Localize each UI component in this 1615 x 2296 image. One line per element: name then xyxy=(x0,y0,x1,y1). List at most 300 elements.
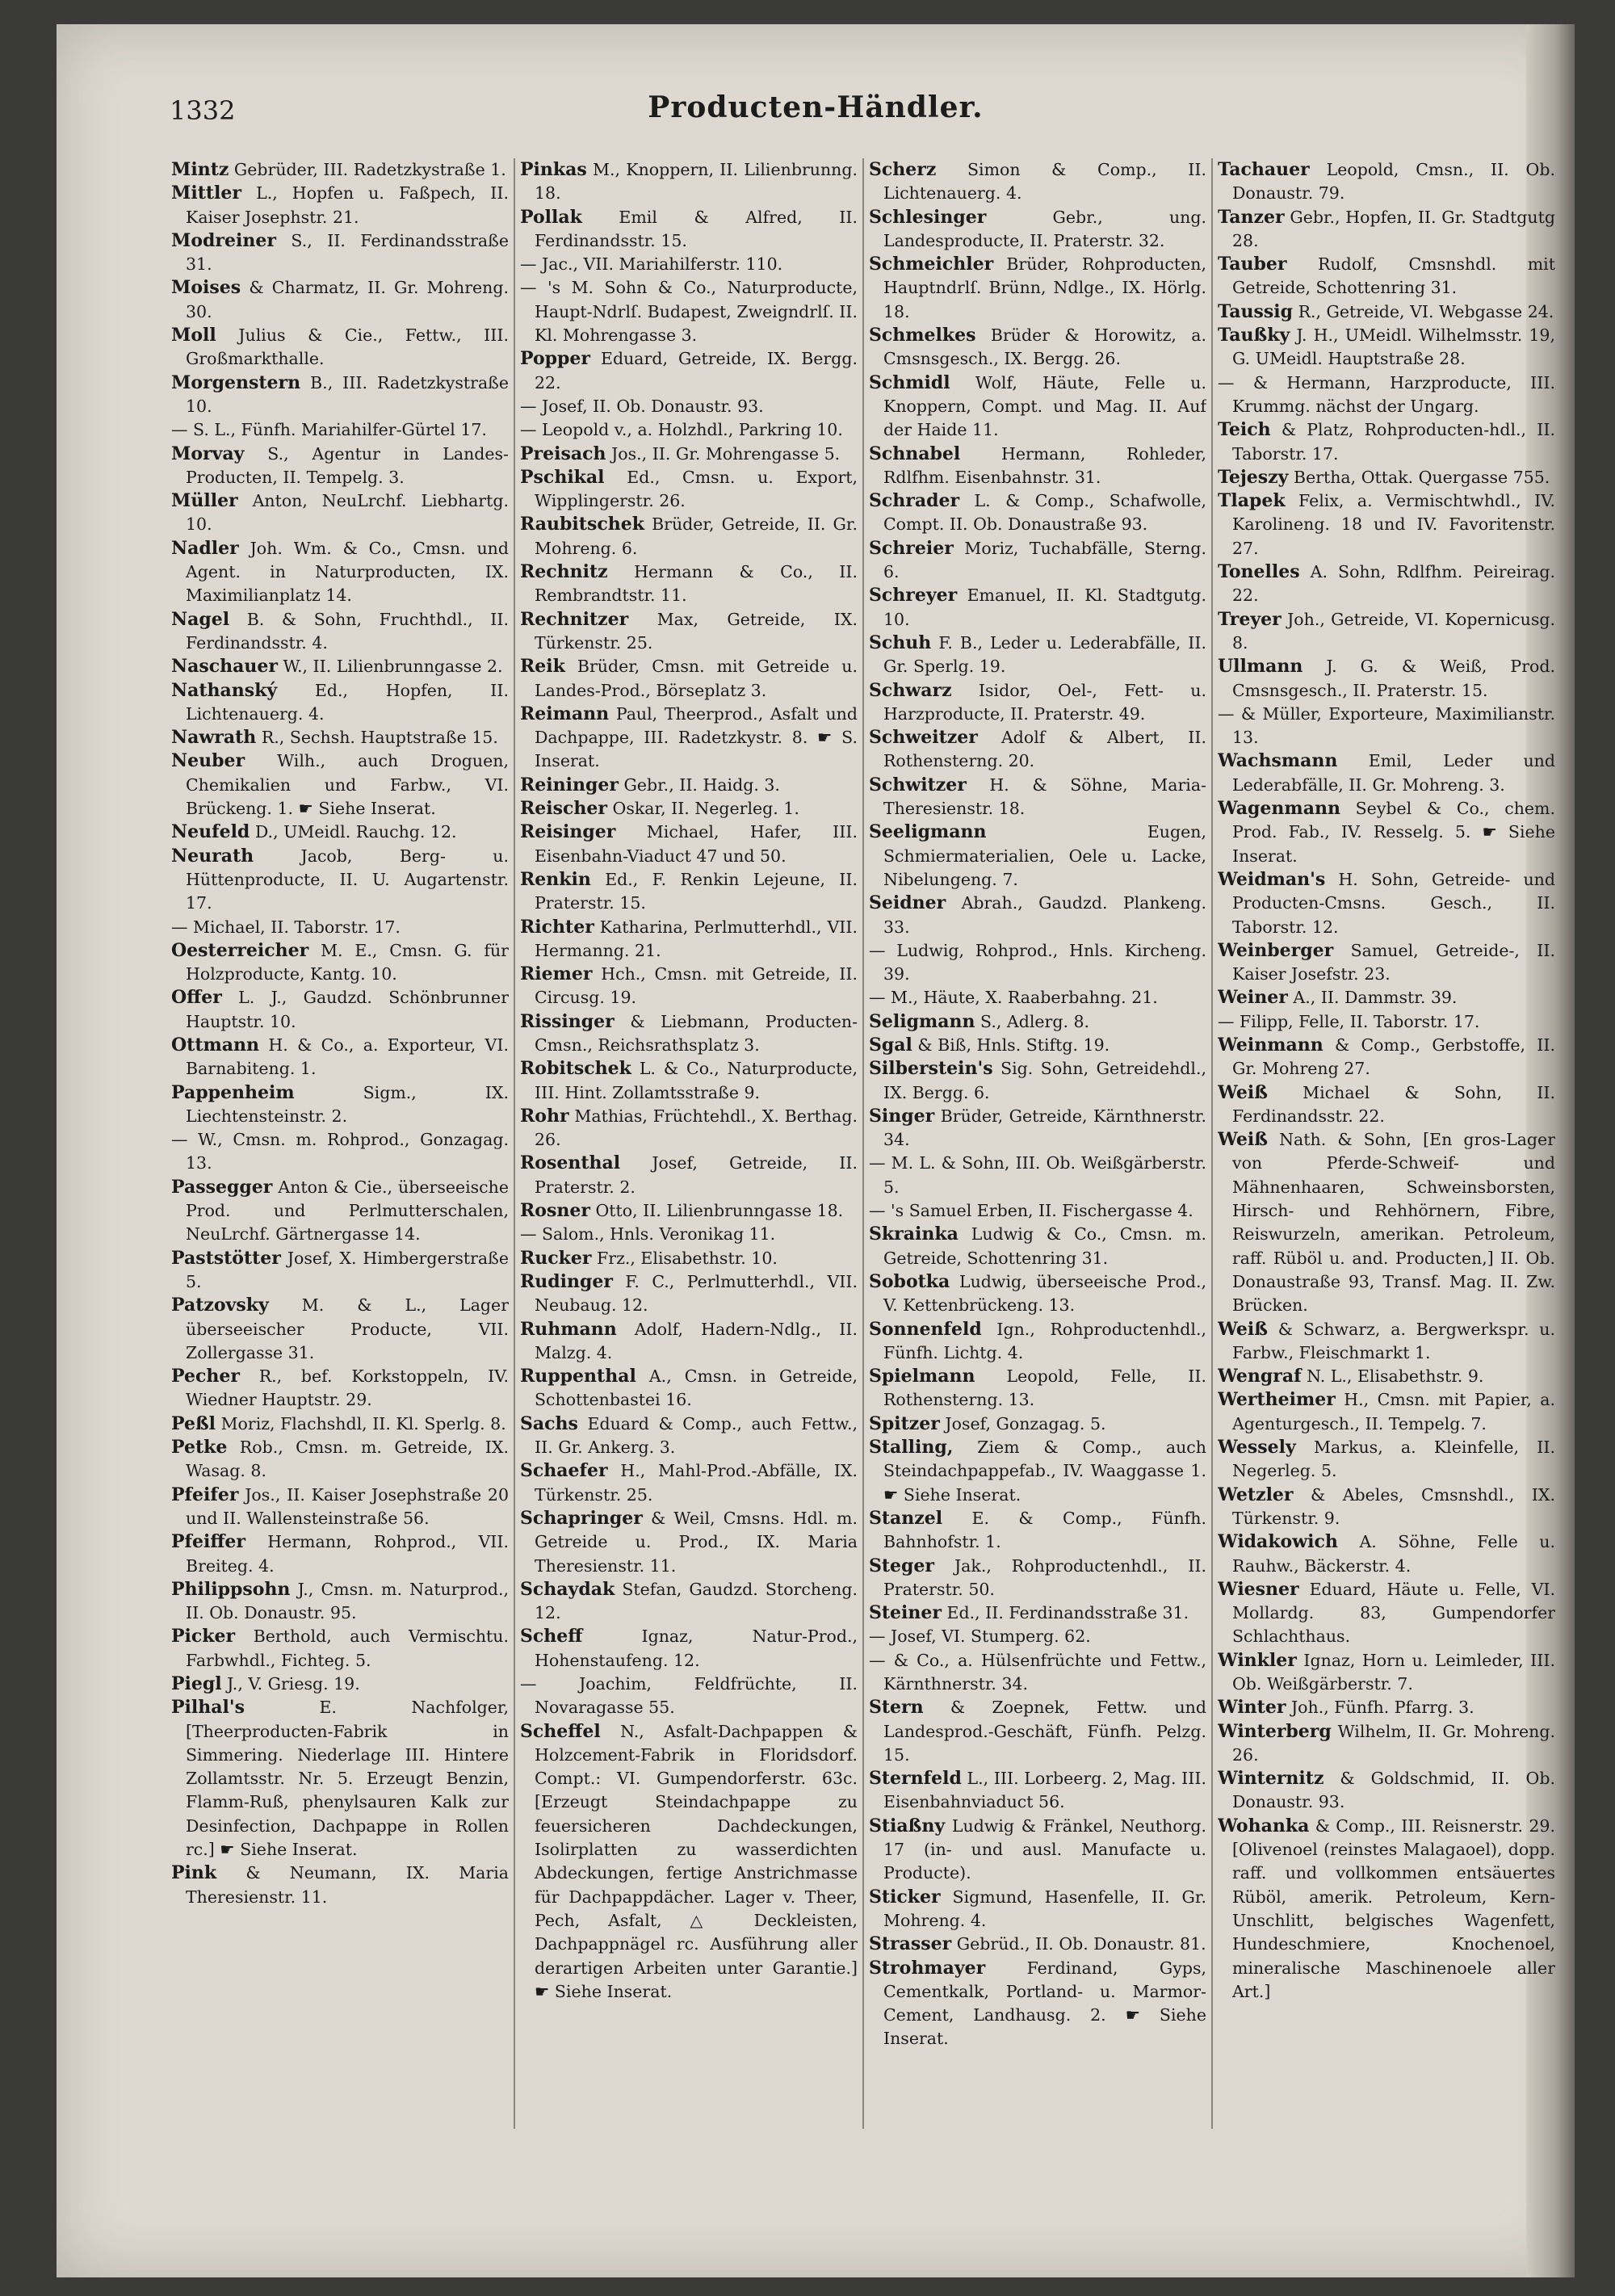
entry-name: Rohr xyxy=(520,1105,569,1127)
entry-name: Seidner xyxy=(869,892,946,914)
directory-entry xyxy=(520,1412,858,1460)
entry-name: Silberstein's xyxy=(869,1058,993,1080)
entry-name: Steiner xyxy=(869,1602,942,1624)
entry-name: Mintz xyxy=(171,159,229,180)
entry-details: — Josef, VI. Stumperg. 62. xyxy=(869,1627,1091,1647)
directory-entry xyxy=(520,276,858,347)
entry-name: Preisach xyxy=(520,443,606,464)
entry-details: Leopold, Felle, II. Rothensterng. 13. xyxy=(883,1366,1206,1410)
directory-entry xyxy=(171,443,509,490)
directory-entry xyxy=(1218,371,1555,419)
entry-details: Anton, NeuLrchf. Liebhartg. 10. xyxy=(186,491,509,535)
entry-name: Passegger xyxy=(171,1176,273,1198)
entry-details: Jos., II. Kaiser Josephstraße 20 und II. Wallensteinstraße 56. xyxy=(186,1484,509,1528)
directory-entry xyxy=(171,1247,509,1295)
entry-name: Tlapek xyxy=(1218,490,1286,512)
entry-details: F. B., Leder u. Lederabfälle, II. Gr. Sperlg. 19. xyxy=(883,632,1206,677)
entry-details: Max, Getreide, IX. Türkenstr. 25. xyxy=(535,609,858,653)
entry-name: Nathanský xyxy=(171,679,278,701)
entry-details: J. G. & Weiß, Prod. Cmsnsgesch., II. Praterstr. 15. xyxy=(1232,657,1555,700)
directory-entry xyxy=(171,158,509,182)
entry-details: Ed., Cmsn. u. Export, Wipplingerstr. 26. xyxy=(535,467,858,511)
directory-entry xyxy=(520,1365,858,1412)
entry-details: Brüder, Cmsn. mit Getreide u. Landes-Prod., Börseplatz 3. xyxy=(535,657,858,700)
entry-details: Brüder, Getreide, II. Gr. Mohreng. 6. xyxy=(535,514,858,558)
entry-details: — Jac., VII. Mariahilferstr. 110. xyxy=(520,254,783,275)
directory-entry xyxy=(869,1886,1206,1933)
entry-details: Josef, X. Himbergerstraße 5. xyxy=(186,1248,509,1291)
directory-entry xyxy=(520,1199,858,1223)
entry-details: Ziem & Comp., auch Steindachpappefab., IV. Waaggasse 1. ☛ Siehe Inserat. xyxy=(883,1438,1206,1505)
entry-name: Mittler xyxy=(171,183,241,204)
entry-details: R., Sechsh. Hauptstraße 15. xyxy=(261,728,498,748)
entry-name: Schwitzer xyxy=(869,774,967,795)
entry-name: Schrader xyxy=(869,490,960,512)
entry-details: B., III. Radetzkystraße 10. xyxy=(186,372,509,416)
entry-details: Ludwig, überseeische Prod., V. Kettenbrückeng. 13. xyxy=(883,1271,1206,1316)
entry-name: Reischer xyxy=(520,798,608,820)
entry-details: M. & L., Lager überseeischer Producte, VII. Zollergasse 31. xyxy=(186,1295,509,1362)
entry-details: L., III. Lorbeerg. 2, Mag. III. Eisenbahnviaduct 56. xyxy=(883,1769,1206,1812)
entry-details: Josef, Getreide, II. Praterstr. 2. xyxy=(535,1153,858,1197)
directory-entry xyxy=(1218,324,1555,371)
entry-name: Winternitz xyxy=(1218,1768,1324,1790)
entry-name: Sgal xyxy=(869,1034,912,1056)
directory-entry xyxy=(1218,608,1555,656)
entry-name: Schapringer xyxy=(520,1507,643,1529)
entry-details: — S. L., Fünfh. Mariahilfer-Gürtel 17. xyxy=(171,420,487,440)
page-title: Producten-Händler. xyxy=(648,90,984,124)
directory-entry xyxy=(869,1625,1206,1648)
directory-entry xyxy=(1218,703,1555,750)
entry-name: Wertheimer xyxy=(1218,1389,1336,1411)
entry-details: Jacob, Berg- u. Hüttenproducte, II. U. Augartenstr. 17. xyxy=(186,846,509,913)
entry-details: — Leopold v., a. Holzhdl., Parkring 10. xyxy=(520,420,843,440)
entry-details: Ludwig & Co., Cmsn. m. Getreide, Schottenring 31. xyxy=(883,1224,1206,1268)
directory-entry xyxy=(1218,1128,1555,1317)
entry-details: Samuel, Getreide-, II. Kaiser Josefstr. 23. xyxy=(1232,940,1555,984)
entry-details: H., Mahl-Prod.-Abfälle, IX. Türkenstr. 25. xyxy=(535,1461,858,1505)
entry-details: Ed., F. Renkin Lejeune, II. Praterstr. 15. xyxy=(535,869,858,913)
directory-entry xyxy=(869,986,1206,1009)
directory-entry xyxy=(869,939,1206,987)
entry-name: Müller xyxy=(171,490,238,512)
entry-details: — & Müller, Exporteure, Maximilianstr. 13. xyxy=(1218,703,1555,748)
entry-name: Raubitschek xyxy=(520,514,644,535)
entry-details: — 's M. Sohn & Co., Naturproducte, Haupt-Ndrlſ. Budapest, Zweigndrlſ. II. Kl. Mohrengasse 3. xyxy=(520,278,858,346)
entry-details: Emanuel, II. Kl. Stadtgutg. 10. xyxy=(883,586,1206,629)
directory-entry xyxy=(1218,466,1555,489)
entry-name: Nawrath xyxy=(171,727,257,749)
entry-name: Pecher xyxy=(171,1366,240,1387)
directory-entry xyxy=(520,206,858,254)
directory-entry xyxy=(520,1247,858,1270)
directory-entry xyxy=(171,608,509,656)
entry-name: Reik xyxy=(520,656,565,678)
directory-entry xyxy=(520,655,858,703)
entry-details: Gebr., II. Haidg. 3. xyxy=(623,774,780,795)
entry-name: Schreier xyxy=(869,537,954,559)
entry-details: Ed., Hopfen, II. Lichtenauerg. 4. xyxy=(186,680,509,724)
entry-details: Wilhelm, II. Gr. Mohreng. 26. xyxy=(1232,1721,1555,1765)
directory-entry xyxy=(869,892,1206,939)
directory-entry xyxy=(520,1270,858,1318)
directory-entry xyxy=(171,821,509,844)
directory-entry xyxy=(1218,655,1555,703)
entry-details: Adolf, Hadern-Ndlg., II. Malzg. 4. xyxy=(535,1319,858,1362)
directory-entry xyxy=(1218,206,1555,254)
entry-details: J., Cmsn. m. Naturprod., II. Ob. Donaustr. 95. xyxy=(186,1579,509,1623)
entry-name: Scheff xyxy=(520,1626,583,1647)
column-1 xyxy=(171,158,509,2129)
directory-entry xyxy=(1218,560,1555,608)
directory-entry xyxy=(869,774,1206,821)
entry-details: S., II. Ferdinandsstraße 31. xyxy=(186,230,509,275)
entry-name: Winterberg xyxy=(1218,1720,1332,1742)
entry-details: Sig. Sohn, Getreidehdl., IX. Bergg. 6. xyxy=(883,1059,1206,1102)
directory-entry xyxy=(869,1601,1206,1625)
directory-entry xyxy=(520,608,858,656)
entry-name: Wagenmann xyxy=(1218,798,1340,820)
column-4 xyxy=(1218,158,1555,2129)
directory-entry xyxy=(1218,986,1555,1009)
entry-details: & Platz, Rohproducten-hdl., II. Taborstr. 17. xyxy=(1232,420,1555,464)
entry-name: Weinmann xyxy=(1218,1034,1323,1056)
directory-entry xyxy=(1218,1767,1555,1815)
entry-name: Tanzer xyxy=(1218,206,1285,228)
directory-entry xyxy=(171,1862,509,1909)
entry-details: H. & Söhne, Maria-Theresienstr. 18. xyxy=(883,774,1206,819)
directory-entry xyxy=(520,1057,858,1105)
directory-entry xyxy=(171,276,509,324)
entry-name: Weiß xyxy=(1218,1081,1268,1103)
entry-details: — Filipp, Felle, II. Taborstr. 17. xyxy=(1218,1011,1480,1031)
entry-details: Felix, a. Vermischtwhdl., IV. Karolineng. 18 und IV. Favoritenstr. 27. xyxy=(1232,491,1555,558)
entry-details: & Liebmann, Producten-Cmsn., Reichsrathsplatz 3. xyxy=(535,1011,858,1055)
entry-details: & Neumann, IX. Maria Theresienstr. 11. xyxy=(186,1863,509,1907)
entry-name: Skrainka xyxy=(869,1224,959,1245)
entry-name: Rechnitz xyxy=(520,561,608,583)
entry-name: Piegl xyxy=(171,1673,222,1694)
directory-entry xyxy=(869,1199,1206,1223)
directory-entry xyxy=(520,1578,858,1626)
entry-details: Hermann & Co., II. Rembrandtstr. 11. xyxy=(535,562,858,606)
entry-details: — Ludwig, Rohprod., Hnls. Kircheng. 39. xyxy=(869,940,1206,984)
directory-entry xyxy=(869,1057,1206,1105)
entry-details: — Joachim, Feldfrüchte, II. Novaragasse 55. xyxy=(520,1674,858,1718)
directory-entry xyxy=(171,845,509,916)
entry-name: Reisinger xyxy=(520,821,616,843)
directory-entry xyxy=(520,1010,858,1058)
entry-details: Joh. Wm. & Co., Cmsn. und Agent. in Naturproducten, IX. Maximilianplatz 14. xyxy=(186,538,509,606)
directory-entry xyxy=(1218,418,1555,466)
entry-details: Simon & Comp., II. Lichtenauerg. 4. xyxy=(883,160,1206,204)
entry-details: Rob., Cmsn. m. Getreide, IX. Wasag. 8. xyxy=(186,1438,509,1481)
entry-name: Schreyer xyxy=(869,585,958,607)
entry-details: Moriz, Flachshdl, II. Kl. Sperlg. 8. xyxy=(220,1413,506,1433)
entry-name: Robitschek xyxy=(520,1058,631,1080)
entry-name: Rechnitzer xyxy=(520,608,629,630)
directory-entry xyxy=(869,1815,1206,1886)
directory-entry xyxy=(869,1318,1206,1366)
directory-entry xyxy=(1218,158,1555,206)
directory-entry xyxy=(869,1034,1206,1057)
entry-name: Pinkas xyxy=(520,159,587,180)
entry-name: Singer xyxy=(869,1105,935,1127)
entry-name: Teich xyxy=(1218,419,1271,441)
entry-details: Hermann, Rohleder, Rdlfhm. Eisenbahnstr. 31. xyxy=(883,443,1206,487)
directory-entry xyxy=(171,679,509,727)
entry-name: Weinberger xyxy=(1218,939,1334,961)
entry-name: Rucker xyxy=(520,1247,592,1269)
entry-details: Michael & Sohn, II. Ferdinandsstr. 22. xyxy=(1232,1082,1555,1126)
entry-details: Emil, Leder und Lederabfälle, II. Gr. Mohreng. 3. xyxy=(1232,751,1555,795)
directory-entry xyxy=(1218,253,1555,300)
entry-name: Wiesner xyxy=(1218,1578,1299,1600)
entry-details: — & Co., a. Hülsenfrüchte und Fettw., Kärnthnerstr. 34. xyxy=(869,1650,1206,1694)
directory-entry xyxy=(171,1436,509,1484)
entry-details: Nath. & Sohn, [En gros-Lager von Pferde-Schweif- und Mähnenhaaren, Schweinsborsten, Hirsch- und Rehhörnern, Fibre, Reiswurzeln, amerikan. Petroleum, raff. Rüböl u. and. Producten,] II. Ob. Donaustraße 93, Transf. Mag. II. Zw. Brücken. xyxy=(1232,1130,1555,1316)
entry-name: Rissinger xyxy=(520,1010,615,1032)
entry-name: Tonelles xyxy=(1218,561,1300,583)
entry-name: Weidman's xyxy=(1218,868,1326,890)
entry-name: Stiaßny xyxy=(869,1815,946,1836)
entry-name: Sternfeld xyxy=(869,1768,962,1790)
directory-entry xyxy=(869,726,1206,774)
directory-entry xyxy=(1218,1034,1555,1081)
directory-entry xyxy=(1218,1388,1555,1436)
entry-name: Pollak xyxy=(520,206,582,228)
directory-entry xyxy=(869,324,1206,371)
entry-name: Richter xyxy=(520,916,594,938)
entry-details: Ferdinand, Gyps, Cementkalk, Portland- u. Marmor-Cement, Landhausg. 2. ☛ Siehe Inserat. xyxy=(883,1958,1206,2049)
entry-name: Sonnenfeld xyxy=(869,1318,982,1340)
entry-name: Rosner xyxy=(520,1200,590,1222)
entry-name: Schweitzer xyxy=(869,727,978,749)
directory-entry xyxy=(1218,1318,1555,1366)
directory-entry xyxy=(869,443,1206,490)
entry-details: D., UMeidl. Rauchg. 12. xyxy=(254,822,457,842)
column-divider xyxy=(1211,158,1213,2129)
entry-name: Pfeiffer xyxy=(171,1531,246,1553)
column-2 xyxy=(520,158,858,2129)
entry-details: N., Asfalt-Dachpappen & Holzcement-Fabrik in Floridsdorf. Compt.: VI. Gumpendorferstr. 63c. [Erzeugt Steindachpappe zu feuersicheren Dachdeckungen, Isolirplatten zu wasserdichten Abdeckungen, fertige Anstrichmasse für Dachpappdächer. Lager v. Theer, Pech, Asfalt, △ Deckleisten, Dachpappnägel rc. Ausführung aller derartigen Arbeiten unter Garantie.] ☛ Siehe Inserat. xyxy=(535,1721,858,2001)
directory-entry xyxy=(520,797,858,821)
directory-entry xyxy=(869,632,1206,679)
directory-entry xyxy=(869,537,1206,585)
entry-details: & Schwarz, a. Bergwerkspr. u. Farbw., Fleischmarkt 1. xyxy=(1232,1319,1555,1362)
entry-details: L. & Co., Naturproducte, III. Hint. Zollamtsstraße 9. xyxy=(535,1059,858,1102)
entry-details: L. J., Gaudzd. Schönbrunner Hauptstr. 10. xyxy=(186,988,509,1031)
entry-details: Jak., Rohproductenhdl., II. Praterstr. 50. xyxy=(883,1555,1206,1599)
entry-name: Rosenthal xyxy=(520,1152,621,1174)
entry-name: Popper xyxy=(520,348,590,370)
entry-details: Wilh., auch Droguen, Chemikalien und Farbw., VI. Brückeng. 1. ☛ Siehe Inserat. xyxy=(186,751,509,819)
directory-entry xyxy=(171,1176,509,1247)
entry-details: Bertha, Ottak. Quergasse 755. xyxy=(1294,467,1550,487)
entry-details: A. Sohn, Rdlfhm. Peireirag. 22. xyxy=(1232,562,1555,606)
entry-name: Strohmayer xyxy=(869,1957,986,1979)
entry-details: Stefan, Gaudzd. Storcheng. 12. xyxy=(535,1579,858,1623)
entry-details: L. & Comp., Schafwolle, Compt. II. Ob. Donaustraße 93. xyxy=(883,491,1206,535)
directory-entry xyxy=(171,726,509,749)
directory-entry xyxy=(171,986,509,1034)
entry-name: Ruhmann xyxy=(520,1318,617,1340)
directory-entry xyxy=(1218,300,1555,324)
entry-details: Jos., II. Gr. Mohrengasse 5. xyxy=(611,443,841,464)
entry-details: Josef, Gonzagag. 5. xyxy=(945,1413,1106,1433)
entry-details: — Salom., Hnls. Veronikag 11. xyxy=(520,1224,776,1245)
directory-entry xyxy=(1218,939,1555,987)
entry-name: Philippsohn xyxy=(171,1578,291,1600)
entry-details: & Abeles, Cmsnshdl., IX. Türkenstr. 9. xyxy=(1232,1484,1555,1528)
entry-name: Scherz xyxy=(869,159,937,180)
entry-name: Sobotka xyxy=(869,1270,950,1292)
directory-entry xyxy=(1218,1081,1555,1129)
directory-entry xyxy=(869,1957,1206,2051)
entry-name: Nadler xyxy=(171,537,239,559)
entry-name: Winter xyxy=(1218,1697,1286,1719)
directory-entry xyxy=(171,182,509,229)
entry-name: Scheffel xyxy=(520,1720,601,1742)
entry-name: Rudinger xyxy=(520,1270,613,1292)
directory-entry xyxy=(520,821,858,868)
entry-name: Pschikal xyxy=(520,466,605,488)
directory-entry xyxy=(520,466,858,514)
directory-entry xyxy=(171,324,509,371)
directory-entry xyxy=(520,1223,858,1246)
entry-details: Katharina, Perlmutterhdl., VII. Hermanng. 21. xyxy=(535,917,858,960)
directory-entry xyxy=(171,655,509,678)
directory-entry xyxy=(171,1294,509,1365)
entry-name: Wachsmann xyxy=(1218,750,1338,772)
entry-details: Eduard & Comp., auch Fettw., II. Gr. Ankerg. 3. xyxy=(535,1413,858,1458)
entry-name: Taußky xyxy=(1218,325,1290,346)
entry-details: & Weil, Cmsns. Hdl. m. Getreide u. Prod., IX. Maria Theresienstr. 11. xyxy=(535,1508,858,1576)
directory-entry xyxy=(1218,1815,1555,2004)
entry-name: Steger xyxy=(869,1555,935,1576)
entry-details: M. E., Cmsn. G. für Holzproducte, Kantg. 10. xyxy=(186,940,509,984)
entry-details: J. H., UMeidl. Wilhelmsstr. 19, G. UMeidl. Hauptstraße 28. xyxy=(1232,325,1555,369)
entry-details: & Comp., III. Reisnerstr. 29. [Olivenoel (reinstes Malagaoel), dopp. raff. und vollkommen entsäuertes Rüböl, amerik. Petroleum, Kern-Unschlitt, belgisches Wagenfett, Hundeschmiere, Knochenoel, mineralische Maschinenoele aller Art.] xyxy=(1232,1815,1555,2001)
directory-entry xyxy=(171,489,509,537)
directory-entry xyxy=(1218,489,1555,560)
entry-details: H. Sohn, Getreide- und Producten-Cmsns. Gesch., II. Taborstr. 12. xyxy=(1232,869,1555,937)
entry-name: Tejeszy xyxy=(1218,466,1289,488)
directory-entry xyxy=(869,1010,1206,1034)
entry-details: & Comp., Gerbstoffe, II. Gr. Mohreng 27. xyxy=(1232,1035,1555,1079)
entry-details: Joh., Getreide, VI. Kopernicusg. 8. xyxy=(1232,609,1555,653)
directory-entry xyxy=(1218,1649,1555,1697)
entry-details: & Zoepnek, Fettw. und Landesprod.-Geschäft, Fünfh. Pelzg. 15. xyxy=(883,1698,1206,1765)
entry-name: Neurath xyxy=(171,845,254,867)
directory-entry xyxy=(520,916,858,963)
entry-details: Markus, a. Kleinfelle, II. Negerleg. 5. xyxy=(1232,1438,1555,1481)
entry-name: Nagel xyxy=(171,608,230,630)
entry-name: Schuh xyxy=(869,632,932,653)
entry-details: Hermann, Rohprod., VII. Breiteg. 4. xyxy=(186,1532,509,1576)
directory-entry xyxy=(171,1412,509,1436)
entry-name: Tauber xyxy=(1218,254,1287,275)
directory-entry xyxy=(869,206,1206,254)
entry-name: Ottmann xyxy=(171,1034,260,1056)
entry-details: Rudolf, Cmsnshdl. mit Getreide, Schottenring 31. xyxy=(1232,254,1555,298)
entry-name: Schwarz xyxy=(869,679,952,701)
entry-name: Treyer xyxy=(1218,608,1282,630)
entry-name: Seligmann xyxy=(869,1010,975,1032)
entry-name: Pappenheim xyxy=(171,1081,295,1103)
directory-entry xyxy=(171,537,509,608)
entry-details: — M., Häute, X. Raaberbahng. 21. xyxy=(869,988,1158,1008)
entry-details: Ignaz, Natur-Prod., Hohenstaufeng. 12. xyxy=(535,1627,858,1670)
entry-details: Eduard, Häute u. Felle, VI. Mollardg. 83, Gumpendorfer Schlachthaus. xyxy=(1232,1579,1555,1647)
entry-details: Ignaz, Horn u. Leimleder, III. Ob. Weißgärberstr. 7. xyxy=(1232,1650,1555,1694)
directory-entry xyxy=(1218,1436,1555,1484)
entry-details: Abrah., Gaudzd. Plankeng. 33. xyxy=(883,893,1206,937)
entry-name: Stern xyxy=(869,1697,924,1719)
entry-details: A. Söhne, Felle u. Rauhw., Bäckerstr. 4. xyxy=(1232,1532,1555,1576)
entry-details: Brüder, Getreide, Kärnthnerstr. 34. xyxy=(883,1106,1206,1150)
entry-details: R., Getreide, VI. Webgasse 24. xyxy=(1298,301,1554,321)
entry-details: Frz., Elisabethstr. 10. xyxy=(597,1248,778,1268)
directory-entry xyxy=(869,1555,1206,1602)
column-divider xyxy=(862,158,864,2129)
entry-name: Sachs xyxy=(520,1412,578,1434)
entry-details: Ign., Rohproductenhdl., Fünfh. Lichtg. 4. xyxy=(883,1319,1206,1362)
entry-details: Oskar, II. Negerleg. 1. xyxy=(612,799,799,819)
entry-details: J., V. Griesg. 19. xyxy=(227,1674,360,1694)
entry-details: — 's Samuel Erben, II. Fischergasse 4. xyxy=(869,1201,1193,1221)
entry-name: Winkler xyxy=(1218,1649,1297,1671)
entry-details: Otto, II. Lilienbrunngasse 18. xyxy=(595,1201,844,1221)
entry-name: Spitzer xyxy=(869,1412,940,1434)
directory-entry xyxy=(869,489,1206,537)
entry-name: Reimann xyxy=(520,703,610,724)
directory-entry xyxy=(1218,1696,1555,1719)
entry-details: N. L., Elisabethstr. 9. xyxy=(1307,1366,1484,1387)
entry-name: Wetzler xyxy=(1218,1484,1294,1505)
entry-details: Berthold, auch Vermischtu. Farbwhdl., Fichteg. 5. xyxy=(186,1627,509,1670)
entry-name: Neuber xyxy=(171,750,245,772)
entry-details: W., II. Lilienbrunngasse 2. xyxy=(283,657,503,677)
entry-name: Patzovsky xyxy=(171,1295,269,1316)
entry-details: Gebrüd., II. Ob. Donaustr. 81. xyxy=(956,1934,1206,1954)
directory-entry xyxy=(1218,1530,1555,1578)
entry-name: Riemer xyxy=(520,963,593,985)
directory-entry xyxy=(1218,749,1555,797)
directory-entry xyxy=(520,1459,858,1507)
entry-details: Moriz, Tuchabfälle, Sterng. 6. xyxy=(883,538,1206,582)
entry-name: Peßl xyxy=(171,1412,216,1434)
page-number: 1332 xyxy=(170,95,236,126)
entry-name: Schmeichler xyxy=(869,254,994,275)
directory-entry xyxy=(520,868,858,916)
directory-entry xyxy=(869,1412,1206,1436)
directory-entry xyxy=(520,347,858,395)
entry-details: & Goldschmid, II. Ob. Donaustr. 93. xyxy=(1232,1769,1555,1812)
directory-entry xyxy=(171,1081,509,1129)
entry-details: B. & Sohn, Fruchthdl., II. Ferdinandsstr. 4. xyxy=(186,609,509,653)
entry-name: Morgenstern xyxy=(171,371,301,393)
directory-entry xyxy=(520,1625,858,1673)
entry-name: Reininger xyxy=(520,774,619,795)
directory-entry xyxy=(869,1649,1206,1697)
directory-entry xyxy=(171,1673,509,1696)
directory-entry xyxy=(520,703,858,774)
entry-name: Tachauer xyxy=(1218,159,1310,180)
entry-name: Wohanka xyxy=(1218,1815,1310,1836)
entry-details: & Biß, Hnls. Stiftg. 19. xyxy=(917,1035,1110,1055)
